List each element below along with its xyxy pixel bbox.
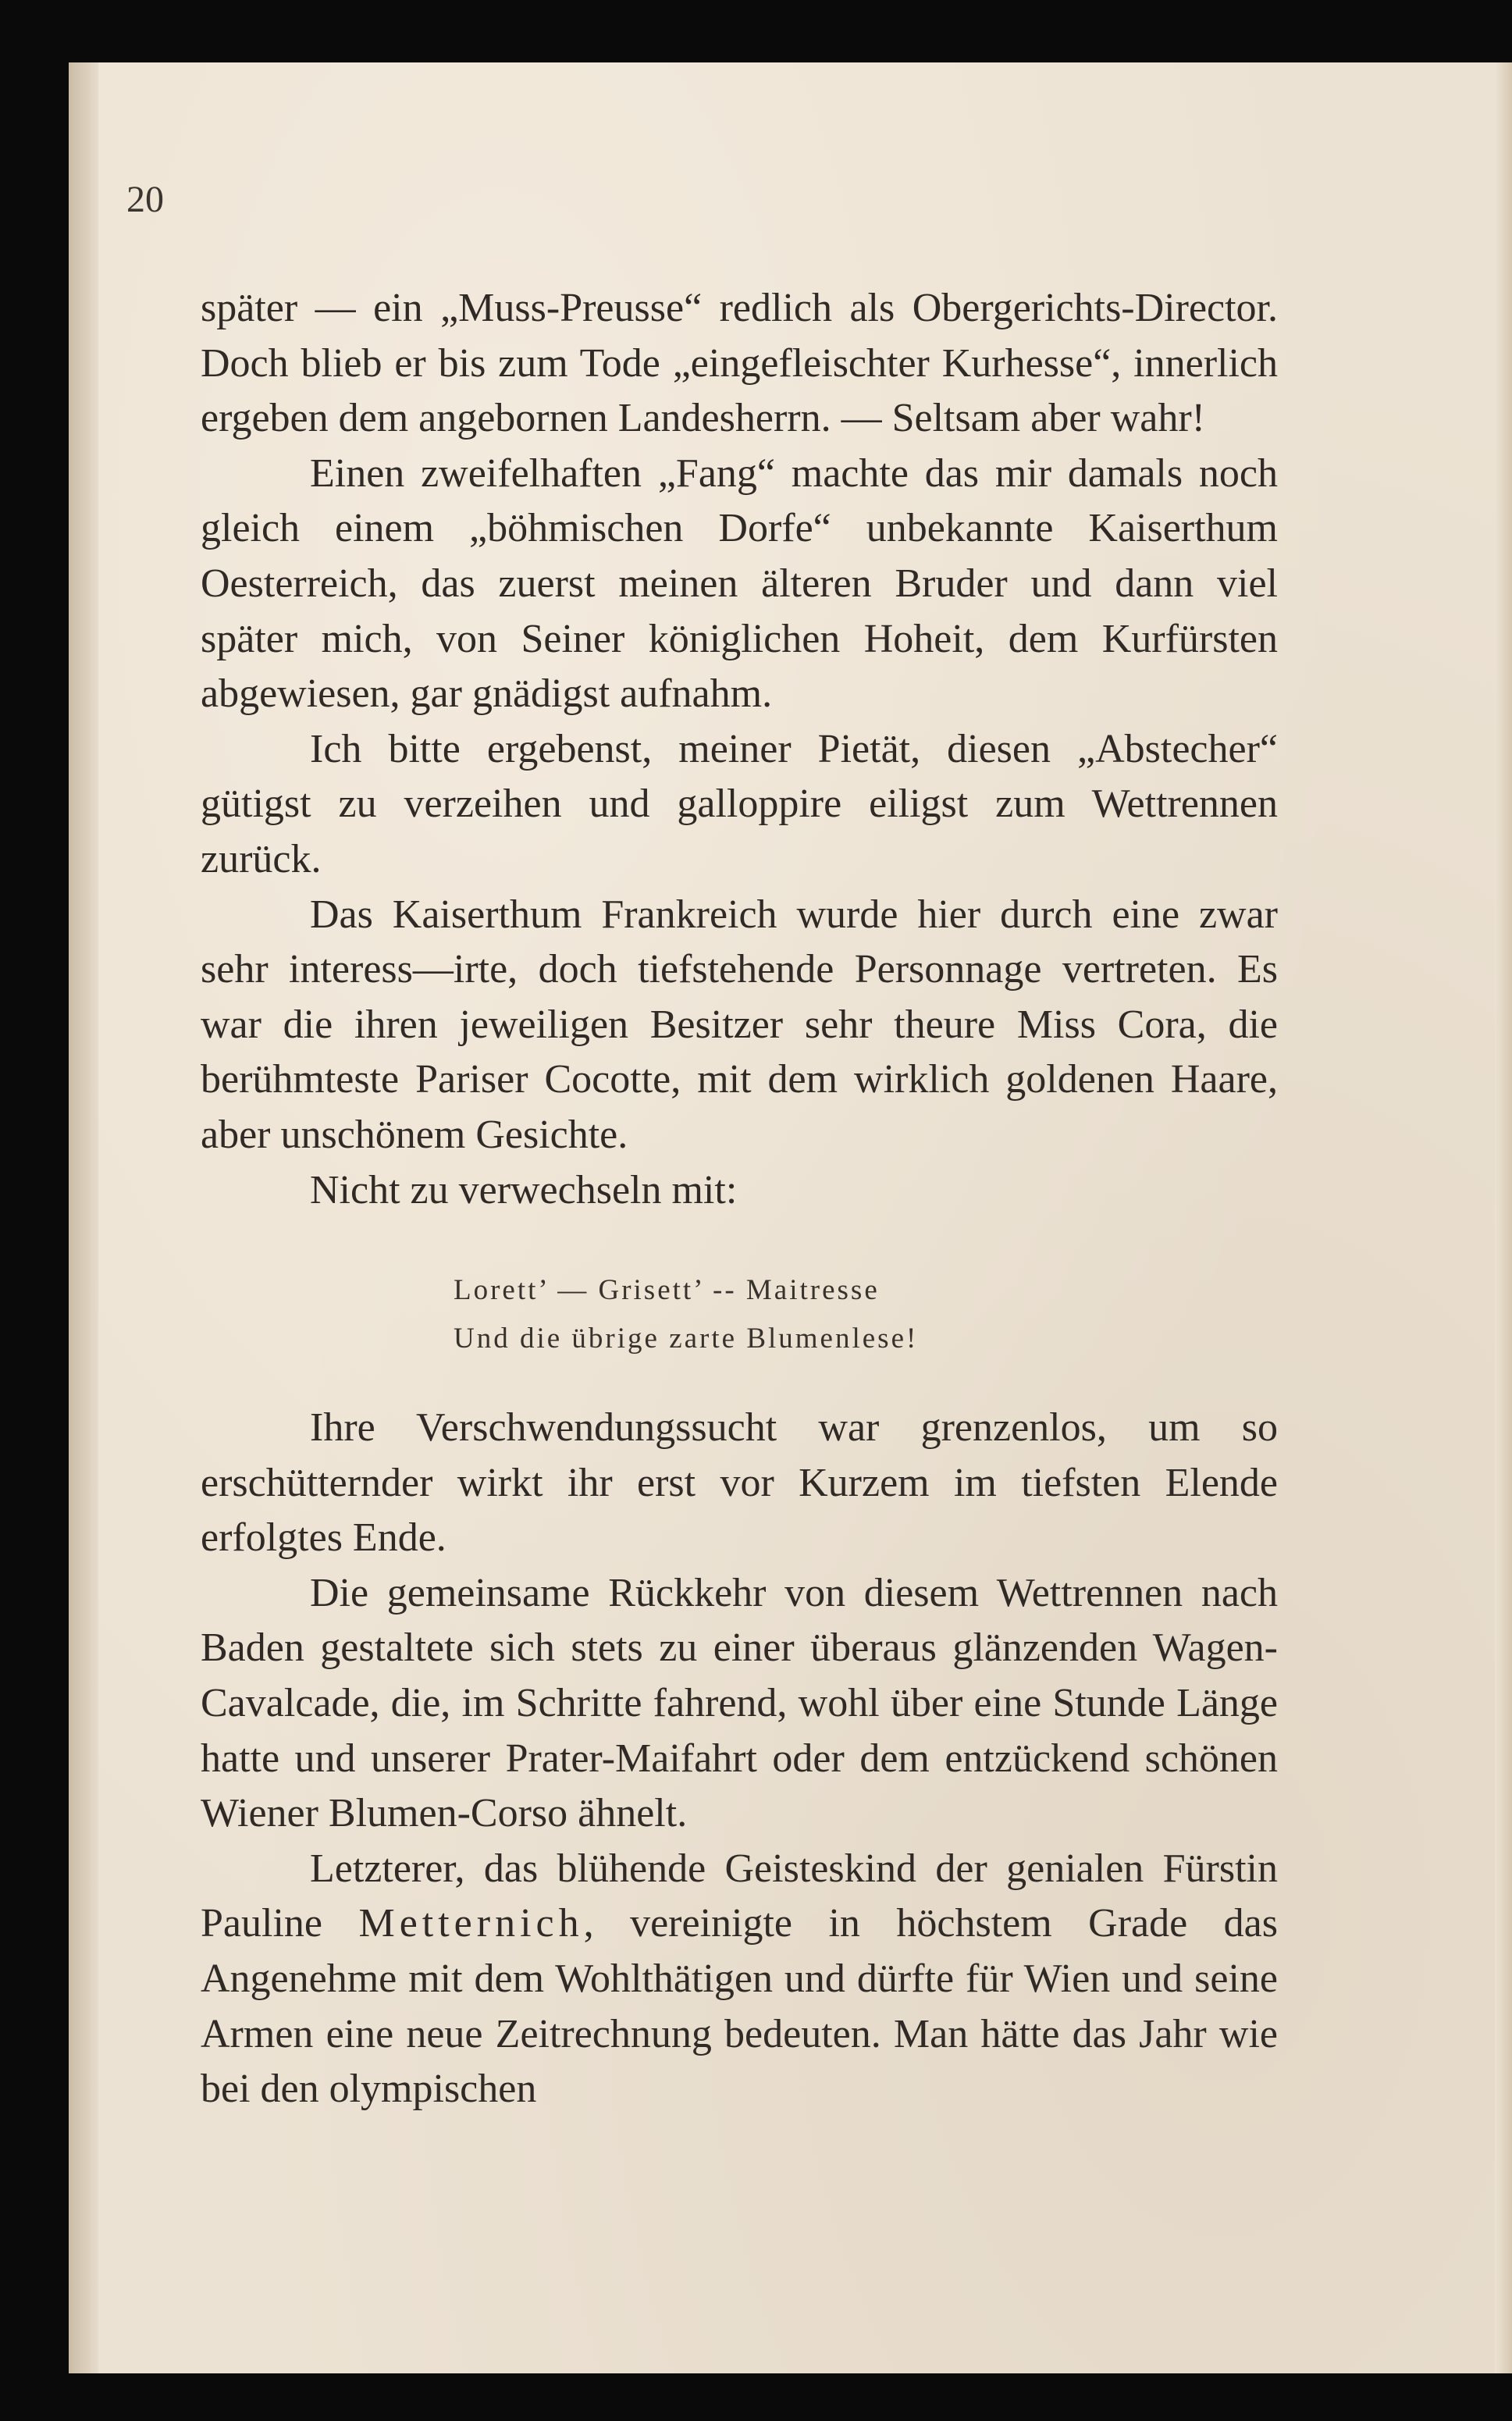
paragraph: später — ein „Muss-Preusse“ redlich als Obergerichts-Director. Doch blieb er bis zum Tode „eingefleischter Kurhesse“, innerlich ergeben dem angebornen Landesherrn. — Seltsam aber wahr!: [201, 286, 1278, 441]
paragraph: Ihre Verschwendungssucht war grenzenlos, um so erschütternder wirkt ihr erst vor Kurzem im tiefsten Elende erfolgtes Ende.: [201, 1405, 1278, 1561]
paragraph: Die gemeinsame Rückkehr von diesem Wettrennen nach Baden gestaltete sich stets zu einer überaus glänzenden Wagen-Cavalcade, die, im Schritte fahrend, wohl über eine Stunde Länge hatte und unserer Prater-Maifahrt oder dem entzückend schönen Wiener Blumen-Corso ähnelt.: [201, 1570, 1278, 1836]
body-text: [201, 281, 1278, 2117]
paragraph: Ich bitte ergebenst, meiner Pietät, diesen „Abstecher“ gütigst zu verzeihen und galloppire eiligst zum Wettrennen zurück.: [201, 726, 1278, 881]
paragraph-text: Letzterer, das blühende Geisteskind der genialen Fürstin Pauline: [201, 1846, 1278, 1946]
paragraph-text: , vereinigte in höchstem Grade das Angenehme mit dem Wohlthätigen und dürfte für Wien und seine Armen eine neue Zeitrechnung bedeuten. Man hätte das Jahr wie bei den olympischen: [201, 1901, 1279, 2112]
spaced-name: Metternich: [358, 1901, 584, 1946]
page-number: 20: [126, 179, 164, 220]
verse-line: Lorett’ — Grisett’ -- Maitresse: [454, 1274, 880, 1307]
paragraph: Nicht zu verwechseln mit:: [310, 1167, 738, 1212]
paragraph: Einen zweifelhaften „Fang“ machte das mir damals noch gleich einem „böhmischen Dorfe“ unbekannte Kaiserthum Oesterreich, das zuerst meinen älteren Bruder und dann viel später mich, von Seiner königlichen Hoheit, dem Kurfürsten abgewiesen, gar gnädigst aufnahm.: [201, 450, 1278, 717]
paragraph: [201, 1842, 1278, 2117]
verse-quote: [454, 1266, 1278, 1363]
page-edge-shadow: [1495, 62, 1512, 2373]
verse-line: Und die übrige zarte Blumenlese!: [454, 1323, 919, 1355]
page-gutter-shadow: [69, 62, 98, 2373]
paragraph: Das Kaiserthum Frankreich wurde hier durch eine zwar sehr interess—irte, doch tiefstehende Personnage vertreten. Es war die ihren jeweiligen Besitzer sehr theure Miss Cora, die berühmteste Pariser Cocotte, mit dem wirklich goldenen Haare, aber unschönem Gesichte.: [201, 892, 1278, 1157]
